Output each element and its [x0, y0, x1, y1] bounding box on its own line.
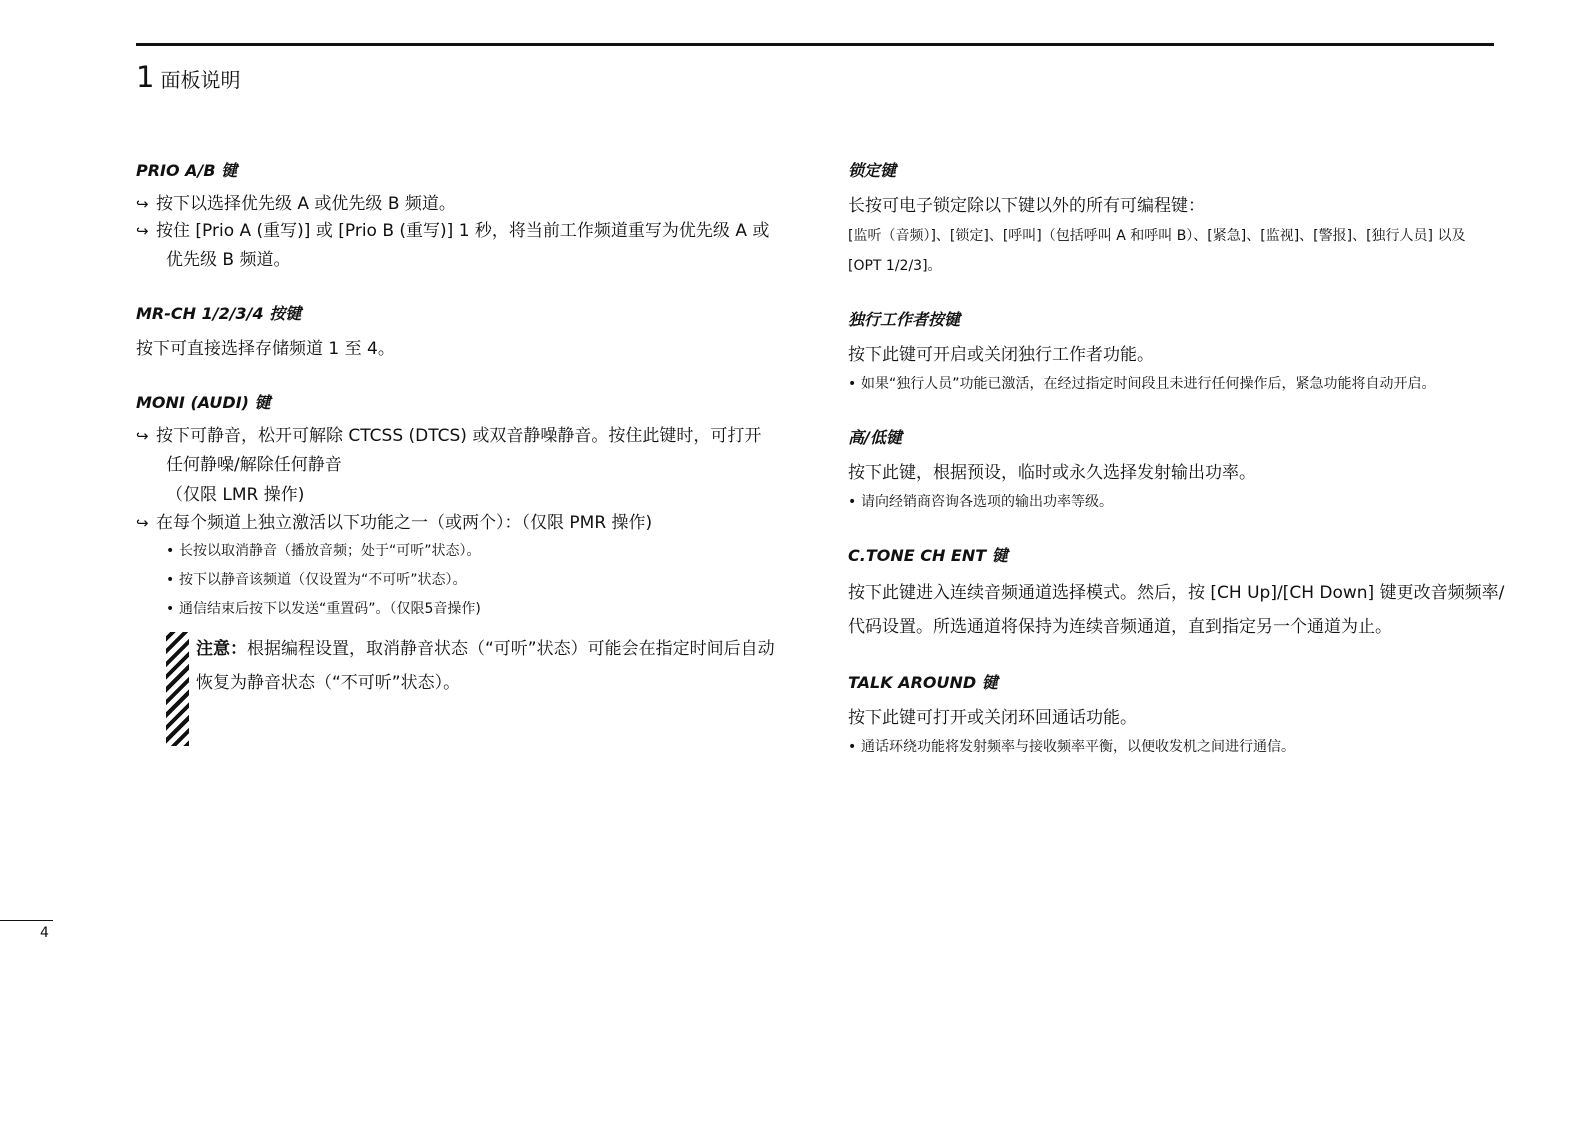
body-text: 长按可电子锁定除以下键以外的所有可编程键：: [848, 196, 1205, 216]
section-lone-worker: [848, 307, 1508, 399]
bullet-item: • 通话环绕功能将发射频率与接收频率平衡，以便收发机之间进行通信。: [848, 733, 1508, 762]
bullet-icon: •: [166, 572, 175, 588]
continuation-text: 优先级 B 频道。: [166, 250, 291, 270]
page-number: 4: [40, 925, 49, 941]
section-title: MR-CH 1/2/3/4 按键: [136, 304, 302, 323]
small-text: [OPT 1/2/3]。: [848, 258, 942, 274]
continuation-text: （仅限 LMR 操作): [166, 485, 305, 505]
body-text: 按下此键进入连续音频通道选择模式。然后，按 [CH Up]/[CH Down] 键更改音频频率/: [848, 583, 1505, 603]
chapter-heading: [136, 60, 240, 94]
arrow-item: ↪ 按住 [Prio A (重写)] 或 [Prio B (重写)] 1 秒，将当前工作频道重写为优先级 A 或: [136, 218, 786, 245]
section-lock: [848, 158, 1508, 281]
left-column: [136, 158, 786, 772]
bullet-item: • 请向经销商咨询各选项的输出功率等级。: [848, 488, 1508, 517]
bullet-icon: •: [848, 376, 857, 392]
body-text: 按下此键，根据预设，临时或永久选择发射输出功率。: [848, 463, 1256, 483]
arrow-item: ↪ 按下以选择优先级 A 或优先级 B 频道。: [136, 191, 786, 218]
top-rule: [136, 43, 1494, 46]
arrow-icon: ↪: [136, 195, 149, 213]
body-text: 按下此键可打开或关闭环回通话功能。: [848, 708, 1137, 728]
arrow-item: ↪ 在每个频道上独立激活以下功能之一（或两个）：（仅限 PMR 操作): [136, 510, 786, 537]
section-title: TALK AROUND 键: [848, 673, 998, 692]
section-title: 高/低键: [848, 428, 902, 447]
bullet-icon: •: [848, 494, 857, 510]
section-title: 独行工作者按键: [848, 310, 961, 329]
arrow-icon: ↪: [136, 514, 149, 532]
note-box: [136, 632, 786, 746]
bullet-item: • 如果“独行人员”功能已激活，在经过指定时间段且未进行任何操作后，紧急功能将自动开启。: [848, 370, 1508, 399]
page-number-rule: [0, 920, 53, 921]
note-label: 注意：: [196, 639, 247, 659]
bullet-list: [136, 537, 786, 624]
section-high-low: [848, 425, 1508, 517]
section-prio: [136, 158, 786, 275]
section-title: PRIO A/B 键: [136, 161, 238, 180]
bullet-icon: •: [166, 601, 175, 617]
body-text: 按下可直接选择存储频道 1 至 4。: [136, 339, 395, 359]
hatched-note-icon: [166, 632, 189, 746]
section-title: C.TONE CH ENT 键: [848, 546, 1008, 565]
section-ctone: [848, 543, 1508, 644]
small-text: [监听（音频）]、[锁定]、[呼叫]（包括呼叫 A 和呼叫 B）、[紧急]、[监视]、[警报]、[独行人员] 以及: [848, 228, 1466, 244]
arrow-icon: ↪: [136, 427, 149, 445]
bullet-item: • 按下以静音该频道（仅设置为“不可听”状态）。: [166, 566, 786, 595]
bullet-item: • 通信结束后按下以发送“重置码”。（仅限5音操作): [166, 595, 786, 624]
section-mrch: [136, 301, 786, 364]
section-moni: [136, 390, 786, 746]
bullet-icon: •: [166, 543, 175, 559]
section-talk-around: [848, 670, 1508, 762]
arrow-item: ↪ 按下可静音，松开可解除 CTCSS (DTCS) 或双音静噪静音。按住此键时，可打开: [136, 423, 786, 450]
arrow-icon: ↪: [136, 222, 149, 240]
section-title: 锁定键: [848, 161, 897, 180]
body-text: 按下此键可开启或关闭独行工作者功能。: [848, 345, 1154, 365]
chapter-title: 面板说明: [160, 68, 241, 92]
body-text: 代码设置。所选通道将保持为连续音频通道，直到指定另一个通道为止。: [848, 617, 1392, 637]
right-column: [848, 158, 1508, 788]
bullet-icon: •: [848, 739, 857, 755]
bullet-item: • 长按以取消静音（播放音频；处于“可听”状态）。: [166, 537, 786, 566]
chapter-number: 1: [136, 60, 155, 94]
note-text: 注意：根据编程设置，取消静音状态（“可听”状态）可能会在指定时间后自动 恢复为静音状态（“不可听”状态）。: [196, 639, 775, 693]
continuation-text: 任何静噪/解除任何静音: [166, 455, 342, 475]
section-title: MONI (AUDI) 键: [136, 393, 271, 412]
